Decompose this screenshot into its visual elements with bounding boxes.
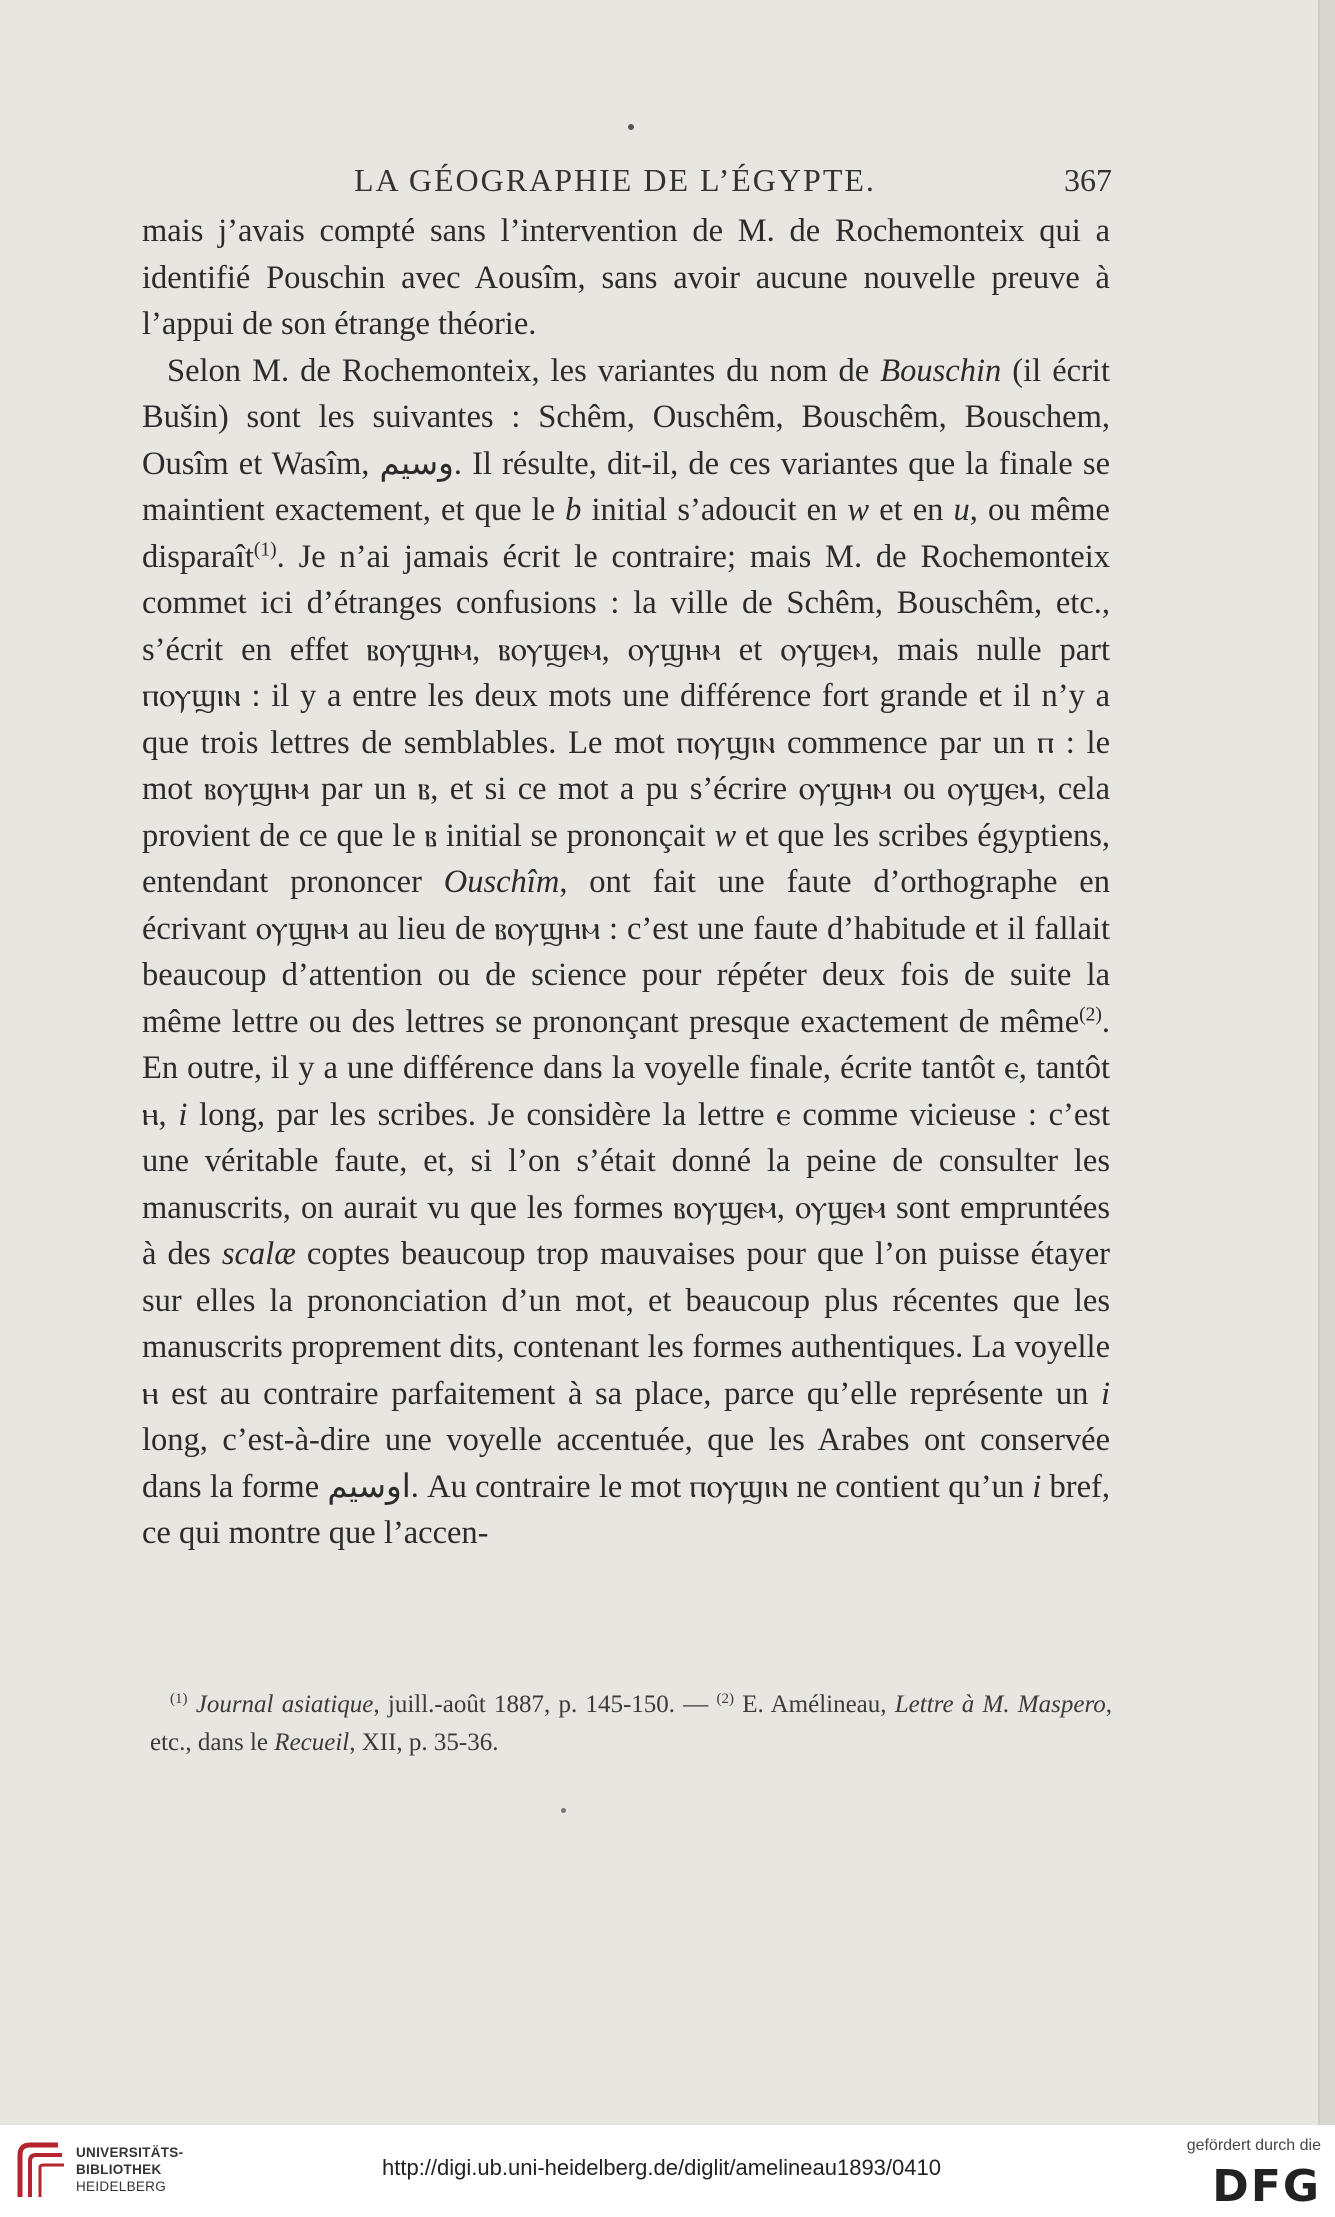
footnote-ref-1: (1) [253, 538, 277, 560]
footnotes [150, 1686, 1112, 1762]
italic-term: i [1032, 1468, 1042, 1505]
text-run: , ou même disparaît [142, 492, 1110, 575]
text-run: Selon M. de Rochemonteix, les variantes du nom de [167, 352, 881, 389]
footnote-mark-1: (1) [170, 1691, 188, 1707]
italic-term: u [953, 492, 970, 528]
text-run: , ont fait une faute d’orthographe en écrivant ⲟⲩϣⲏⲙ au lieu de ⲃⲟⲩϣⲏⲙ : c’est une faute d’habitude et il fallait beaucoup d’attention ou de science pour répéter deux fois de suite la même lettre ou des lettres se prononçant presque exactement de même [142, 864, 1110, 1040]
footnote-text: E. Amélineau, [734, 1691, 895, 1718]
footnote-block [150, 1686, 1112, 1762]
italic-term: w [714, 817, 737, 854]
text-run: . Je n’ai jamais écrit le contraire; mais M. de Rochemonteix commet ici d’étranges confusions : la ville de Schêm, Bouschêm, etc., s’écrit en effet ⲃⲟⲩϣⲏⲙ, ⲃⲟⲩϣⲉⲙ, ⲟⲩϣⲏⲙ et ⲟⲩϣⲉⲙ, mais nulle part ⲡⲟⲩϣⲓⲛ : il y a entre les deux mots une différence fort grande et il n’y a que trois lettres de semblables. Le mot ⲡⲟⲩϣⲓⲛ commence par un ⲡ : le mot ⲃⲟⲩϣⲏⲙ par un ⲃ, et si ce mot a pu s’écrire ⲟⲩϣⲏⲙ ou ⲟⲩϣⲉⲙ, cela provient de ce que le ⲃ initial se prononçait [142, 538, 1110, 854]
running-title: LA GÉOGRAPHIE DE L’ÉGYPTE. [354, 162, 876, 198]
italic-term: i [1100, 1375, 1110, 1412]
italic-term: Bouschin [880, 352, 1002, 389]
text-run: . En outre, il y a une différence dans la voyelle finale, écrite tantôt ⲉ, tantôt ⲏ, [142, 1003, 1110, 1133]
text-run: et en [869, 492, 954, 528]
viewer-footer [0, 2125, 1335, 2217]
italic-term: w [847, 492, 870, 528]
footnote-text: , etc., dans le [150, 1691, 1113, 1756]
footnote-text: , juill.-août 1887, p. 145-150. — [373, 1691, 717, 1718]
footnote-mark-2: (2) [716, 1691, 734, 1707]
paragraph-2 [142, 348, 1110, 1557]
sponsor-label: gefördert durch die [1186, 2137, 1321, 2154]
paragraph-1: mais j’avais compté sans l’intervention de M. de Rochemonteix qui a identifié Pouschin avec Aousîm, sans avoir aucune nouvelle preuve à l’appui de son étrange théorie. [142, 213, 1110, 342]
library-name-line: HEIDELBERG [76, 2179, 167, 2194]
italic-term: scalæ [221, 1236, 296, 1272]
university-library-logo-icon[interactable] [14, 2137, 68, 2203]
page-header [150, 150, 1112, 200]
text-run: coptes beaucoup trop mauvaises pour que l’on puisse étayer sur elles la prononciation d’un mot, et beaucoup plus récentes que les manuscrits proprement dits, contenant les formes authentiques. La voyelle ⲏ est au contraire parfaitement à sa place, parce qu’elle représente un [142, 1236, 1111, 1412]
ink-speck [561, 1808, 566, 1813]
text-run: long, par les scribes. Je considère la lettre ⲉ comme vicieuse : c’est une véritable faute, et, si l’on s’était donné la peine de consulter les manuscrits, on aurait vu que les formes ⲃⲟⲩϣⲉⲙ, ⲟⲩϣⲉⲙ sont empruntées à des [142, 1096, 1110, 1272]
library-name-line: UNIVERSITÄTS- [76, 2145, 184, 2160]
text-run: bref, ce qui montre que l’accen- [142, 1468, 1110, 1551]
footnote-title: Recueil [274, 1729, 350, 1756]
italic-term: i [178, 1096, 188, 1133]
italic-term: Ouschîm [443, 864, 560, 900]
text-run: et que les scribes égyptiens, entendant prononcer [142, 817, 1110, 900]
body-text [142, 208, 1110, 1557]
footnote-journal: Journal asiatique [195, 1691, 374, 1718]
permalink-url[interactable]: http://digi.ub.uni-heidelberg.de/diglit/amelineau1893/0410 [382, 2155, 941, 2180]
footnote-title: Lettre à M. Maspero [894, 1691, 1106, 1718]
dfg-logo[interactable]: DFG [1212, 2161, 1321, 2212]
page-number: 367 [1064, 162, 1112, 198]
text-run: long, c’est-à-dire une voyelle accentuée, que les Arabes ont conservée dans la forme اوسيم. Au contraire le mot ⲡⲟⲩϣⲓⲛ ne contient qu’un [142, 1422, 1110, 1505]
ink-speck [628, 124, 634, 130]
library-name [76, 2144, 183, 2195]
italic-term: b [565, 492, 582, 528]
text-run: initial s’adoucit en [581, 492, 848, 528]
footnote-ref-2: (2) [1079, 1003, 1102, 1025]
footnote-text: , XII, p. 35-36. [349, 1729, 499, 1756]
text-run: (il écrit Bušin) sont les suivantes : Schêm, Ouschêm, Bouschêm, Bouschem, Ousîm et Wasîm, وسيم. Il résulte, dit-il, de ces variantes que la finale se maintient exactement, et que le [142, 352, 1110, 528]
library-name-line: BIBLIOTHEK [76, 2162, 162, 2177]
